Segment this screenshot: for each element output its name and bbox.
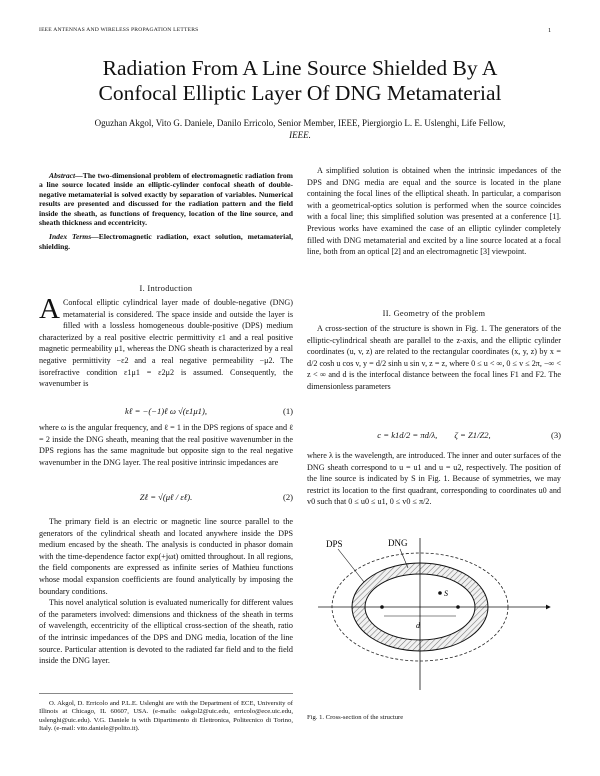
authors-line-2: IEEE.: [289, 130, 311, 140]
section-1-heading: I. Introduction: [139, 284, 193, 293]
title-line-2: Confocal Elliptic Layer Of DNG Metamaterial: [98, 81, 502, 105]
intro-text-2: where ω is the angular frequency, and ℓ = 1 in the DPS regions of space and ℓ = 2 inside the DNG sheath, meaning that the real positive wavenumber in the DPS regions has the same magnitude but opposite sign to the real negative wavenumber in the DNG layer. The real positive intrinsic impedances are: [39, 423, 293, 467]
page-number: 1: [548, 27, 552, 34]
authors-line-1: Oguzhan Akgol, Vito G. Daniele, Danilo Erricolo, Senior Member, IEEE, Piergiorgio L. E. Uslenghi, Life Fellow,: [94, 118, 506, 128]
figure-1-caption: Fig. 1. Cross-section of the structure: [307, 714, 404, 721]
dps-leader-line: [338, 549, 364, 582]
abstract-label: Abstract—: [49, 171, 83, 180]
intro-paragraph-1: [39, 293, 293, 390]
author-footnote: O. Akgol, D. Erricolo and P.L.E. Uslenghi are with the Department of ECE, University of Illinois at Chicago, IL 60607, USA. (e-mails: oakgol2@uic.edu, erricolo@ece.uic.edu, uslenghi@uic.edu). V.G. Daniele is with Dipartimento di Elettronica, Politecnico di Torino, Italy. (e-mail: vito.daniele@polito.it).: [39, 700, 293, 733]
abstract-text: The two-dimensional problem of electromagnetic radiation from a line source located inside an elliptic-cylinder confocal sheath of double-negative metamaterial is solved exactly by separation of variables. Numerical results are presented and discussed for the radiation pattern and the field inside the sheath, as functions of frequency, location of the line source, and sheath thickness and eccentricity.: [39, 171, 293, 228]
right-text-2: A cross-section of the structure is shown in Fig. 1. The generators of the elliptic-cylindrical sheath are parallel to the z-axis, and the elliptic cylinder coordinates (u, v, z) are related to the rectangular coordinates (x, y, z) by x = d/2 cosh u cos v, y = d/2 sinh u sin v, z = z, where 0 ≤ u < ∞, 0 ≤ v ≤ 2π, −∞ < z < ∞ and d is the interfocal distance between the focal lines F1 and F2. The dimensionless parameters: [307, 324, 561, 391]
cross-section-diagram: [312, 530, 560, 700]
intro-text-4: This novel analytical solution is evaluated numerically for different values of the parameters involved: dimensions and thickness of the sheath in terms of wavelength, eccentricity of the elliptical cross-section of the sheath, ratio of the intrinsic impedances of the DPS and DNG media, location of the line source. Particular attention is devoted to the radiated far field and to the field inside the DNG layer.: [39, 598, 293, 666]
drop-cap: A: [39, 293, 60, 325]
equation-2-number: (2): [282, 492, 293, 502]
paper-title: [40, 56, 560, 106]
source-label: S: [444, 589, 448, 598]
focal-point-2-icon: [456, 605, 460, 609]
running-header: IEEE ANTENNAS AND WIRELESS PROPAGATION LETTERS: [39, 27, 199, 33]
footnote-divider: [39, 693, 293, 694]
dng-label: DNG: [388, 538, 408, 548]
figure-1: [312, 530, 560, 700]
equation-3-body: c = k1d/2 = πd/λ, ζ = Z1/Z2,: [377, 430, 491, 440]
title-line-1: Radiation From A Line Source Shielded By A: [102, 56, 498, 80]
index-terms-label: Index Terms—: [49, 232, 99, 242]
equation-1: [39, 406, 293, 420]
equation-1-number: (1): [282, 406, 293, 416]
right-paragraph-2: [307, 323, 561, 393]
equation-1-body: kℓ = −(−1)ℓ ω √(ε1μ1),: [125, 406, 207, 416]
section-2-heading: II. Geometry of the problem: [382, 309, 486, 318]
equation-3: [307, 430, 561, 444]
right-text-3: where λ is the wavelength, are introduced. The inner and outer surfaces of the DNG sheath correspond to u = u1 and u = u2, respectively. The position of the line source is indicated by S in Fig. 1. Because of symmetries, we may restrict its location to the first quadrant, corresponding to coordinates u0 and v0 such that 0 ≤ u0 ≤ u1, 0 ≤ v0 ≤ π/2.: [307, 451, 561, 507]
intro-text-3: The primary field is an electric or magnetic line source parallel to the generators of the cylindrical sheath and located anywhere inside the DPS medium encased by the sheath. The analysis is conducted in phasor domain with the time-dependence factor exp(+jωt) omitted throughout. In all regions, the field components are expressed as infinite series of Mathieu functions whose modal expansion coefficients are found analytically by imposing the boundary conditions.: [39, 517, 293, 596]
author-list: [45, 117, 555, 141]
dps-label: DPS: [326, 539, 343, 549]
intro-paragraph-2: [39, 422, 293, 468]
line-source-icon: [438, 591, 442, 595]
intro-paragraph-3: [39, 516, 293, 667]
distance-label: d: [416, 621, 420, 630]
equation-2: [39, 492, 293, 506]
index-terms: Electromagnetic radiation, exact solution, metamaterial, shielding.: [39, 232, 294, 251]
right-text-1: A simplified solution is obtained when the intrinsic impedances of the DPS and DNG media are equal and the source is located in the plane containing the focal lines of the elliptical sheath. In particular, a comparison with a geometrical-optics solution is performed when the source coincides with a focal line; this simplified solution was presented at a conference [1]. Previous works have examined the case of an elliptic cylinder completely filled with DNG metamaterial and excited by a line source located at a focal line, both from an optical [2] and an electromagnetic [3] viewpoint.: [307, 166, 561, 257]
focal-point-1-icon: [380, 605, 384, 609]
equation-2-body: Zℓ = √(μℓ / εℓ).: [139, 492, 193, 502]
abstract: [39, 171, 293, 251]
equation-3-number: (3): [550, 430, 561, 440]
right-paragraph-3: [307, 450, 561, 508]
intro-text-1: Confocal elliptic cylindrical layer made of double-negative (DNG) metamaterial is considered. The space inside and outside the layer is filled with a lossless homogeneous double-positive (DPS) medium characterized by a real positive electric permittivity ε1 and a real positive magnetic permeability μ1, whereas the DNG sheath is characterized by a real negative permittivity −ε2 and a real negative permeability −μ2. The isorefractive condition ε1μ1 = ε2μ2 is assumed. Consequently, the wavenumber is: [39, 298, 293, 389]
right-paragraph-1: [307, 165, 561, 258]
